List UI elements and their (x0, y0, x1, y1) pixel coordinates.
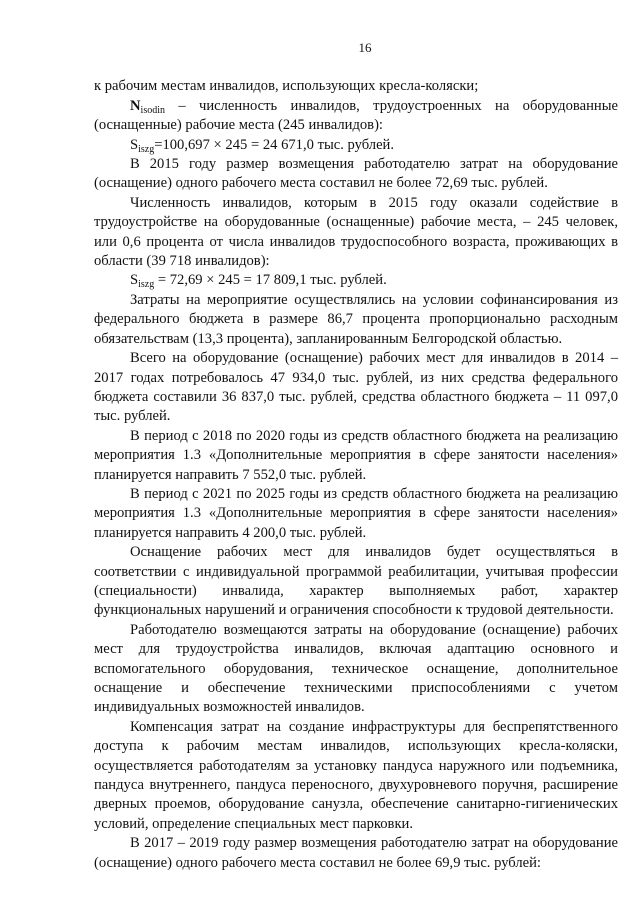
page-number: 16 (358, 40, 372, 55)
paragraph-2015-reimbursement: В 2015 году размер возмещения работодателю затрат на оборудование (оснащение) одного рабочего места составил не более 72,69 тыс. рублей. (94, 156, 618, 192)
paragraph-employer-costs: Работодателю возмещаются затраты на оборудование (оснащение) рабочих мест для трудоустройства инвалидов, включая адаптацию основного и вспомогательного оборудования, техническое оснащение, дополнительное оснащение и обеспечение техническими приспособлениями с учетом индивидуальных возможностей инвалидов. (94, 621, 618, 716)
formula-2 (94, 271, 618, 290)
formula-1 (94, 136, 618, 155)
paragraph-cofinancing: Затраты на мероприятие осуществлялись на условии софинансирования из федерального бюджета в размере 86,7 процента пропорционально расходным обязательствам (13,3 процента), запланированным Белгородской областью. (94, 291, 618, 347)
formula-1-subscript: iszg (138, 143, 155, 155)
symbol-n: N (130, 97, 141, 114)
paragraph-definition-n (94, 97, 618, 136)
formula-2-expression: = 72,69 × 245 = 17 809,1 тыс. рублей. (154, 272, 387, 289)
paragraph-2018-2020: В период с 2018 по 2020 годы из средств областного бюджета на реализацию мероприятия 1.3 «Дополнительные мероприятия в сфере занятости населения» планируется направить 7 552,0 тыс. рублей. (94, 427, 618, 483)
formula-2-subscript: iszg (138, 279, 155, 291)
formula-1-expression: =100,697 × 245 = 24 671,0 тыс. рублей. (154, 136, 395, 153)
formula-1-symbol: S (130, 136, 139, 153)
paragraph-total-2014-2017: Всего на оборудование (оснащение) рабочих мест для инвалидов в 2014 – 2017 годах потребовалось 47 934,0 тыс. рублей, из них средства федерального бюджета составили 36 837,0 тыс. рублей, средства областного бюджета – 11 097,0 тыс. рублей. (94, 350, 618, 425)
paragraph-infrastructure: Компенсация затрат на создание инфраструктуры для беспрепятственного доступа к рабочим местам инвалидов, использующих кресла-коляски, осуществляется работодателям за установку пандуса наружного или подъемника, пандуса внутреннего, пандуса переносного, двухуровневого поручня, расширение дверных проемов, оборудование санузла, обеспечение санитарно-гигиенических условий, определение специальных мест парковки. (94, 718, 618, 832)
formula-2-symbol: S (130, 272, 139, 289)
paragraph-equipment: Оснащение рабочих мест для инвалидов будет осуществляться в соответствии с индивидуальной программой реабилитации, учитывая профессии (специальности) инвалида, характер выполняемых работ, характер функциональных нарушений и ограничения способности к трудовой деятельности. (94, 544, 618, 619)
paragraph-2021-2025: В период с 2021 по 2025 годы из средств областного бюджета на реализацию мероприятия 1.3 «Дополнительные мероприятия в сфере занятости населения» планируется направить 4 200,0 тыс. рублей. (94, 485, 618, 541)
paragraph-2017-2019: В 2017 – 2019 году размер возмещения работодателю затрат на оборудование (оснащение) одного рабочего места составил не более 69,9 тыс. рублей: (94, 835, 618, 871)
paragraph-2015-count: Численность инвалидов, которым в 2015 году оказали содействие в трудоустройстве на оборудованные (оснащенные) рабочие места, – 245 человек, или 0,6 процента от числа инвалидов трудоспособного возраста, проживающих в области (39 718 инвалидов): (94, 194, 618, 270)
definition-text: – численность инвалидов, трудоустроенных на оборудованные (оснащенные) рабочие места (245 инвалидов): (94, 97, 618, 134)
symbol-n-subscript: isodin (140, 104, 165, 116)
paragraph-continuation: к рабочим местам инвалидов, использующих кресла-коляски; (94, 78, 479, 95)
